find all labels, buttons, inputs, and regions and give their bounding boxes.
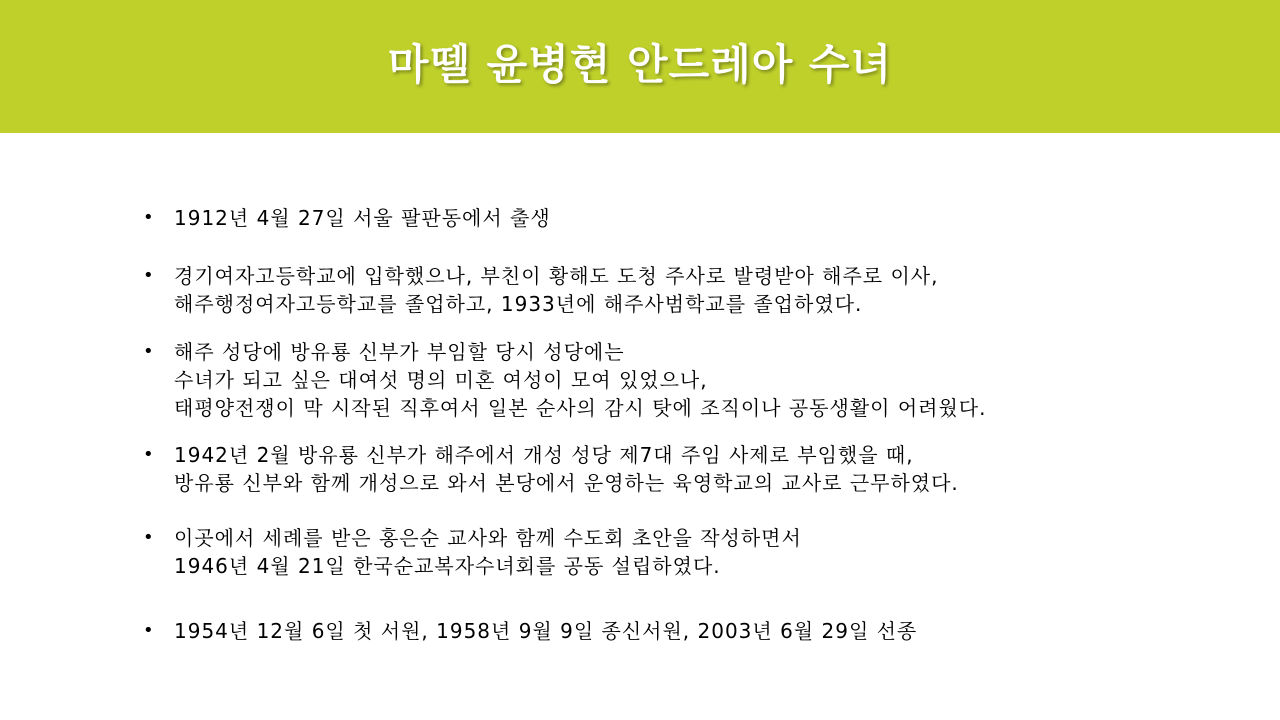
bullet-marker: •	[143, 265, 155, 286]
bullet-line: 해주 성당에 방유룡 신부가 부임할 당시 성당에는	[174, 340, 625, 364]
bullet-marker: •	[143, 620, 155, 641]
bullet-line: 1954년 12월 6일 첫 서원, 1958년 9월 9일 종신서원, 2003년 6월 29일 선종	[174, 619, 918, 643]
bullet-line: 이곳에서 세례를 받은 홍은순 교사와 함께 수도회 초안을 작성하면서	[174, 526, 802, 550]
bullet-line: 태평양전쟁이 막 시작된 직후여서 일본 순사의 감시 탓에 조직이나 공동생활이 어려웠다.	[174, 396, 987, 420]
bullet-line: 수녀가 되고 싶은 대여섯 명의 미혼 여성이 모여 있었으나,	[174, 368, 708, 392]
bullet-marker: •	[143, 207, 155, 228]
bullet-text	[174, 617, 1254, 645]
bullet-text	[174, 524, 1254, 580]
bullet-line: 1942년 2월 방유룡 신부가 해주에서 개성 성당 제7대 주임 사제로 부임했을 때,	[174, 443, 914, 467]
bullet-marker: •	[143, 341, 155, 362]
bullet-marker: •	[143, 527, 155, 548]
bullet-line: 경기여자고등학교에 입학했으나, 부친이 황해도 도청 주사로 발령받아 해주로 이사,	[174, 264, 939, 288]
slide-title: 마뗄 윤병현 안드레아 수녀	[387, 39, 893, 89]
bullet-line: 1912년 4월 27일 서울 팔판동에서 출생	[174, 206, 551, 230]
bullet-text	[174, 262, 1254, 318]
bullet-text	[174, 338, 1254, 422]
bullet-line: 방유룡 신부와 함께 개성으로 와서 본당에서 운영하는 육영학교의 교사로 근무하였다.	[174, 471, 959, 495]
bullet-line: 1946년 4월 21일 한국순교복자수녀회를 공동 설립하였다.	[174, 554, 721, 578]
bullet-text	[174, 441, 1254, 497]
bullet-text	[174, 204, 1254, 232]
bullet-line: 해주행정여자고등학교를 졸업하고, 1933년에 해주사범학교를 졸업하였다.	[174, 292, 863, 316]
bullet-marker: •	[143, 444, 155, 465]
title-bar	[0, 0, 1280, 133]
